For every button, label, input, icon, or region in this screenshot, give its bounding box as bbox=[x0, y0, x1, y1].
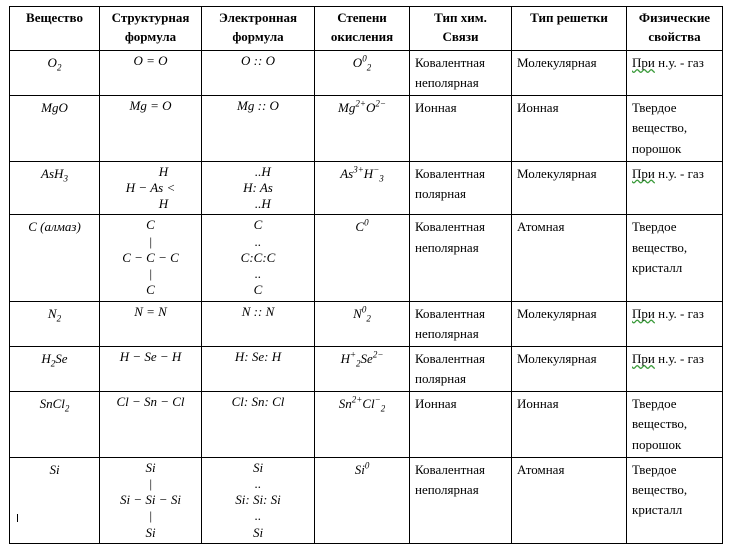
structural-line: | bbox=[148, 266, 153, 282]
table-row bbox=[10, 215, 723, 301]
oxidation-element: O bbox=[352, 55, 363, 70]
electronic-line: ..H bbox=[245, 196, 271, 212]
electronic-line: H: Se: H bbox=[234, 348, 282, 364]
structural-line: | bbox=[148, 475, 153, 491]
electronic-line: N :: N bbox=[241, 303, 275, 319]
oxidation-cell bbox=[315, 392, 410, 457]
oxidation-cell bbox=[315, 51, 410, 96]
oxidation-subscript: 2 bbox=[380, 403, 386, 414]
oxidation-element: Se bbox=[360, 350, 373, 366]
substance-formula: Si bbox=[49, 461, 60, 477]
substance-subscript: 2 bbox=[56, 62, 62, 73]
lattice-type-cell: Молекулярная bbox=[512, 301, 627, 346]
substance-cell bbox=[10, 96, 100, 161]
substance-subscript: 2 bbox=[56, 313, 62, 324]
electronic-line: C bbox=[253, 282, 263, 298]
oxidation-superscript: + bbox=[349, 349, 357, 360]
substance-formula-tail: Se bbox=[55, 350, 68, 366]
structural-line: C − C − C bbox=[122, 249, 179, 265]
structural-formula-cell bbox=[100, 457, 202, 543]
bond-type-cell: Ковалентная полярная bbox=[410, 346, 512, 391]
substance-cell bbox=[10, 215, 100, 301]
electronic-line: Cl: Sn: Cl bbox=[231, 394, 285, 410]
oxidation-superscript: 2− bbox=[375, 98, 386, 109]
oxidation-subscript: 2 bbox=[366, 313, 371, 324]
lattice-type-cell: Ионная bbox=[512, 392, 627, 457]
oxidation-superscript: 2+ bbox=[351, 394, 363, 405]
electronic-line: C:C:C bbox=[240, 249, 276, 265]
structural-formula-cell bbox=[100, 96, 202, 161]
table-row bbox=[10, 51, 723, 96]
chemistry-table bbox=[9, 6, 723, 544]
structural-line: Si bbox=[145, 459, 156, 475]
properties-text: н.у. - газ bbox=[654, 305, 704, 321]
structural-line: Si bbox=[145, 524, 156, 540]
structural-line: H − Se − H bbox=[119, 348, 182, 364]
oxidation-element: Si bbox=[354, 461, 365, 477]
electronic-line: .. bbox=[254, 475, 262, 491]
structural-line: Cl − Sn − Cl bbox=[116, 394, 185, 410]
oxidation-element: H bbox=[363, 165, 374, 181]
physical-properties-cell bbox=[627, 96, 723, 161]
bond-type-cell: Ионная bbox=[410, 96, 512, 161]
structural-line: O = O bbox=[133, 53, 168, 68]
electronic-formula-cell bbox=[202, 301, 315, 346]
oxidation-element: Mg bbox=[338, 100, 356, 116]
electronic-line: .. bbox=[254, 233, 262, 249]
oxidation-cell bbox=[315, 215, 410, 301]
physical-properties-cell bbox=[627, 215, 723, 301]
structural-formula-cell bbox=[100, 161, 202, 215]
oxidation-superscript: 2− bbox=[372, 349, 384, 360]
lattice-type-cell: Молекулярная bbox=[512, 51, 627, 96]
electronic-formula-cell bbox=[202, 392, 315, 457]
electronic-line: O :: O bbox=[241, 53, 275, 68]
oxidation-element: H bbox=[340, 350, 350, 366]
physical-properties-cell bbox=[627, 457, 723, 543]
header-row bbox=[10, 7, 723, 51]
oxidation-superscript: 3+ bbox=[353, 164, 364, 175]
header-substance: Вещество bbox=[10, 7, 100, 51]
physical-properties-cell bbox=[627, 301, 723, 346]
bond-type-cell: Ковалентная неполярная bbox=[410, 215, 512, 301]
substance-formula: N bbox=[47, 305, 57, 321]
properties-text: Твердое вещество, кристалл bbox=[632, 219, 688, 275]
substance-cell bbox=[10, 161, 100, 215]
substance-formula: C (алмаз) bbox=[28, 219, 81, 235]
bond-type-cell: Ковалентная полярная bbox=[410, 161, 512, 215]
properties-text: н.у. - газ bbox=[654, 55, 704, 70]
header-lattice: Тип решетки bbox=[512, 7, 627, 51]
substance-cell bbox=[10, 346, 100, 391]
spellcheck-underlined-word: При bbox=[632, 350, 655, 366]
oxidation-superscript: 0 bbox=[364, 460, 370, 471]
oxidation-superscript: − bbox=[374, 394, 381, 405]
electronic-line: .. bbox=[254, 508, 262, 524]
header-bond: Тип хим. Связи bbox=[410, 7, 512, 51]
electronic-formula-cell bbox=[202, 215, 315, 301]
oxidation-superscript: 0 bbox=[362, 53, 367, 64]
electronic-line: C bbox=[253, 217, 263, 233]
oxidation-subscript: 3 bbox=[379, 173, 384, 184]
properties-text: н.у. - газ bbox=[654, 165, 704, 181]
electronic-formula-cell bbox=[202, 346, 315, 391]
spellcheck-underlined-word: При bbox=[632, 55, 655, 70]
electronic-line: Si bbox=[252, 524, 264, 540]
lattice-type-cell: Ионная bbox=[512, 96, 627, 161]
structural-line: H bbox=[132, 163, 169, 179]
substance-formula: AsH bbox=[41, 165, 64, 181]
structural-line: Si − Si − Si bbox=[120, 492, 181, 508]
properties-text: н.у. - газ bbox=[654, 350, 704, 366]
substance-cell bbox=[10, 51, 100, 96]
oxidation-subscript: 2 bbox=[366, 62, 372, 73]
text-cursor bbox=[17, 514, 18, 522]
table-row bbox=[10, 457, 723, 543]
oxidation-cell bbox=[315, 346, 410, 391]
properties-text: Твердое вещество, порошок bbox=[632, 100, 688, 156]
structural-line: C bbox=[146, 282, 155, 298]
structural-formula-cell bbox=[100, 301, 202, 346]
bond-type-cell: Ковалентная неполярная bbox=[410, 301, 512, 346]
oxidation-cell bbox=[315, 301, 410, 346]
substance-subscript: 2 bbox=[64, 403, 70, 414]
lattice-type-cell: Атомная bbox=[512, 457, 627, 543]
structural-line: | bbox=[148, 508, 153, 524]
substance-cell bbox=[10, 301, 100, 346]
oxidation-element: C bbox=[355, 219, 365, 235]
oxidation-cell bbox=[315, 457, 410, 543]
oxidation-element: Cl bbox=[362, 396, 375, 412]
table-row bbox=[10, 301, 723, 346]
structural-line: | bbox=[148, 233, 153, 249]
lattice-type-cell: Молекулярная bbox=[512, 161, 627, 215]
spellcheck-underlined-word: При bbox=[632, 165, 655, 181]
substance-formula: O bbox=[47, 55, 57, 70]
oxidation-element: N bbox=[353, 305, 362, 321]
physical-properties-cell bbox=[627, 392, 723, 457]
oxidation-cell bbox=[315, 161, 410, 215]
structural-line: Mg = O bbox=[129, 98, 172, 114]
substance-subscript: 3 bbox=[63, 173, 68, 184]
electronic-line: H: As bbox=[243, 179, 273, 195]
oxidation-element: Sn bbox=[338, 396, 352, 412]
lattice-type-cell: Молекулярная bbox=[512, 346, 627, 391]
structural-formula-cell bbox=[100, 346, 202, 391]
structural-formula-cell bbox=[100, 51, 202, 96]
spellcheck-underlined-word: При bbox=[632, 305, 655, 321]
table-row bbox=[10, 161, 723, 215]
substance-cell bbox=[10, 392, 100, 457]
physical-properties-cell bbox=[627, 346, 723, 391]
header-electronic: Электронная формула bbox=[202, 7, 315, 51]
oxidation-superscript: 0 bbox=[364, 218, 369, 229]
electronic-line: Si: Si: Si bbox=[235, 492, 281, 508]
header-structural: Структурная формула bbox=[100, 7, 202, 51]
lattice-type-cell: Атомная bbox=[512, 215, 627, 301]
table-row bbox=[10, 346, 723, 391]
structural-line: H − As < bbox=[125, 179, 176, 195]
physical-properties-cell bbox=[627, 161, 723, 215]
structural-line: H bbox=[132, 196, 169, 212]
substance-formula: H bbox=[41, 350, 51, 366]
table-row bbox=[10, 392, 723, 457]
electronic-formula-cell bbox=[202, 51, 315, 96]
oxidation-superscript: − bbox=[373, 164, 380, 175]
oxidation-cell bbox=[315, 96, 410, 161]
oxidation-element: O bbox=[365, 100, 376, 116]
header-oxidation: Степени окисления bbox=[315, 7, 410, 51]
electronic-formula-cell bbox=[202, 161, 315, 215]
header-properties: Физические свойства bbox=[627, 7, 723, 51]
oxidation-subscript: 2 bbox=[356, 358, 361, 369]
electronic-line: Mg :: O bbox=[237, 98, 279, 114]
oxidation-superscript: 0 bbox=[361, 304, 367, 315]
bond-type-cell: Ионная bbox=[410, 392, 512, 457]
bond-type-cell: Ковалентная неполярная bbox=[410, 51, 512, 96]
physical-properties-cell bbox=[627, 51, 723, 96]
substance-subscript: 2 bbox=[50, 358, 56, 369]
electronic-formula-cell bbox=[202, 457, 315, 543]
substance-formula: SnCl bbox=[39, 396, 65, 412]
substance-cell bbox=[10, 457, 100, 543]
substance-formula: MgO bbox=[41, 100, 68, 116]
electronic-line: Si bbox=[252, 459, 264, 475]
structural-line: N = N bbox=[134, 303, 167, 319]
structural-formula-cell bbox=[100, 392, 202, 457]
structural-line: C bbox=[146, 217, 155, 233]
properties-text: Твердое вещество, порошок bbox=[632, 396, 688, 452]
structural-formula-cell bbox=[100, 215, 202, 301]
bond-type-cell: Ковалентная неполярная bbox=[410, 457, 512, 543]
oxidation-superscript: 2+ bbox=[355, 98, 366, 109]
electronic-line: ..H bbox=[245, 163, 271, 179]
properties-text: Твердое вещество, кристалл bbox=[632, 461, 688, 517]
electronic-formula-cell bbox=[202, 96, 315, 161]
table-row bbox=[10, 96, 723, 161]
electronic-line: .. bbox=[254, 266, 262, 282]
oxidation-element: As bbox=[340, 165, 354, 181]
